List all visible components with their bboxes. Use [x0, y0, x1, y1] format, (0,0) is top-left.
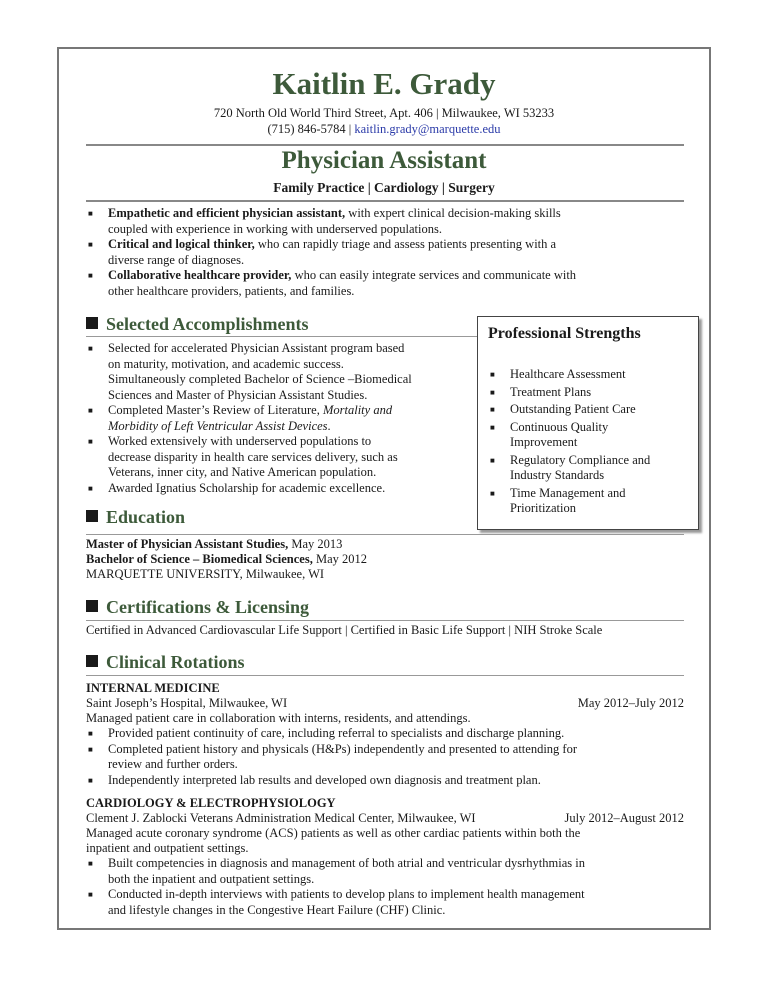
bullet-icon: ■: [88, 744, 93, 754]
professional-strengths-box: [477, 316, 699, 530]
bullet-icon: ■: [88, 209, 93, 218]
bullet-icon: ■: [88, 406, 93, 415]
candidate-name: Kaitlin E. Grady: [272, 66, 496, 101]
bullet-icon: ■: [490, 488, 495, 498]
bullet-icon: ■: [88, 437, 93, 446]
list-item: ■ Critical and logical thinker, who can rapidly triage and assess patients presenting with a diverse range of diagnoses.: [88, 237, 557, 267]
list-item: ■ Continuous Quality Improvement: [490, 419, 609, 449]
section-heading-certifications: Certifications & Licensing: [86, 597, 309, 617]
address: 720 North Old World Third Street, Apt. 406 | Milwaukee, WI 53233: [213, 106, 555, 120]
bullet-icon: ■: [88, 271, 93, 280]
contact-line: [0, 121, 768, 137]
strengths-heading: Professional Strengths: [488, 325, 641, 342]
rotation-place: Saint Joseph’s Hospital, Milwaukee, WI: [86, 696, 288, 710]
bullet-icon: ■: [88, 859, 93, 868]
accomplishments-divider: [86, 336, 478, 337]
bullet-icon: ■: [490, 455, 495, 465]
bullet-icon: ■: [88, 344, 93, 353]
header-divider: [86, 144, 684, 146]
rotation-dates: July 2012–August 2012: [564, 811, 684, 825]
summary-list: [86, 206, 686, 299]
list-item: ■ Healthcare Assessment: [490, 367, 626, 381]
bullet-icon: ■: [490, 387, 495, 397]
bullet-icon: ■: [88, 729, 93, 738]
bullet-icon: ■: [88, 240, 93, 249]
list-item: ■ Treatment Plans: [490, 384, 592, 399]
rotation-place: Clement J. Zablocki Veterans Administration Medical Center, Milwaukee, WI: [86, 811, 476, 825]
square-icon: [86, 600, 98, 612]
certifications-divider: [86, 620, 684, 621]
section-heading-education: Education: [86, 507, 185, 527]
accomplishments-list: [86, 341, 471, 496]
list-item: ■ Independently interpreted lab results and developed own diagnosis and treatment plan.: [88, 772, 541, 787]
rotations-divider: [86, 675, 684, 676]
certifications-text: Certified in Advanced Cardiovascular Life Support | Certified in Basic Life Support | NIH Stroke Scale: [86, 623, 603, 637]
bullet-icon: ■: [490, 422, 495, 432]
list-item: ■ Provided patient continuity of care, including referral to specialists and discharge planning.: [88, 726, 565, 740]
list-item: ■ Regulatory Compliance and Industry Standards: [490, 452, 651, 482]
list-item: ■ Selected for accelerated Physician Assistant program based on maturity, motivation, and academic success. Simultaneously completed Bachelor of Science –Biomedical Sciences and Master of Physician Assistant Studies.: [88, 341, 412, 402]
square-icon: [86, 510, 98, 522]
job-title: Physician Assistant: [281, 147, 487, 174]
list-item: ■ Completed Master’s Review of Literature, Mortality and Morbidity of Left Ventricular Assist Devices.: [88, 403, 393, 433]
list-item: ■ Worked extensively with underserved populations to decrease disparity in health care services delivery, such as Veterans, inner city, and Native American population.: [88, 434, 398, 479]
bullet-icon: ■: [88, 890, 93, 899]
school: MARQUETTE UNIVERSITY, Milwaukee, WI: [86, 567, 325, 581]
list-item: ■ Conducted in-depth interviews with patients to develop plans to implement health management and lifestyle changes in the Congestive Heart Failure (CHF) Clinic.: [88, 887, 585, 917]
rotation-duties-list: [86, 856, 686, 918]
bullet-icon: ■: [88, 483, 93, 493]
list-item: ■ Empathetic and efficient physician assistant, with expert clinical decision-making skills coupled with experience in working with underserved populations.: [88, 206, 561, 236]
list-item: ■ Time Management and Prioritization: [490, 485, 626, 515]
list-item: ■ Collaborative healthcare provider, who can easily integrate services and communicate with other healthcare providers, patients, and families.: [88, 268, 577, 298]
list-item: ■ Outstanding Patient Care: [490, 402, 636, 416]
rotation-dates: May 2012–July 2012: [577, 696, 684, 710]
square-icon: [86, 317, 98, 329]
rotation-description: Managed patient care in collaboration with interns, residents, and attendings.: [86, 711, 471, 725]
bullet-icon: ■: [88, 775, 93, 785]
rotation-duties-list: [86, 726, 686, 788]
specialties: Family Practice | Cardiology | Surgery: [273, 180, 495, 195]
education-divider: [86, 534, 684, 535]
phone: (715) 846-5784 |: [267, 122, 355, 136]
section-heading-accomplishments: Selected Accomplishments: [86, 314, 308, 334]
degree-bachelors: Bachelor of Science – Biomedical Sciences, May 2012: [86, 552, 367, 566]
rotation-title: CARDIOLOGY & ELECTROPHYSIOLOGY: [86, 796, 336, 810]
email-link[interactable]: kaitlin.grady@marquette.edu: [354, 122, 501, 136]
list-item: ■ Completed patient history and physicals (H&Ps) independently and presented to attending for review and further orders.: [88, 741, 577, 771]
bullet-icon: ■: [490, 370, 495, 379]
square-icon: [86, 655, 98, 667]
rotation-title: INTERNAL MEDICINE: [86, 681, 220, 695]
title-divider: [86, 200, 684, 202]
rotation-description-cont: inpatient and outpatient settings.: [86, 841, 249, 855]
strengths-list: [488, 367, 688, 519]
list-item: ■ Awarded Ignatius Scholarship for academic excellence.: [88, 480, 386, 495]
rotation-description: Managed acute coronary syndrome (ACS) patients as well as other cardiac patients within both the: [86, 826, 581, 840]
bullet-icon: ■: [490, 405, 495, 414]
section-heading-rotations: Clinical Rotations: [86, 652, 245, 672]
degree-masters: Master of Physician Assistant Studies, May 2013: [86, 537, 343, 551]
list-item: ■ Built competencies in diagnosis and management of both atrial and ventricular dysrhythmias in both the inpatient and outpatient settings.: [88, 856, 585, 886]
